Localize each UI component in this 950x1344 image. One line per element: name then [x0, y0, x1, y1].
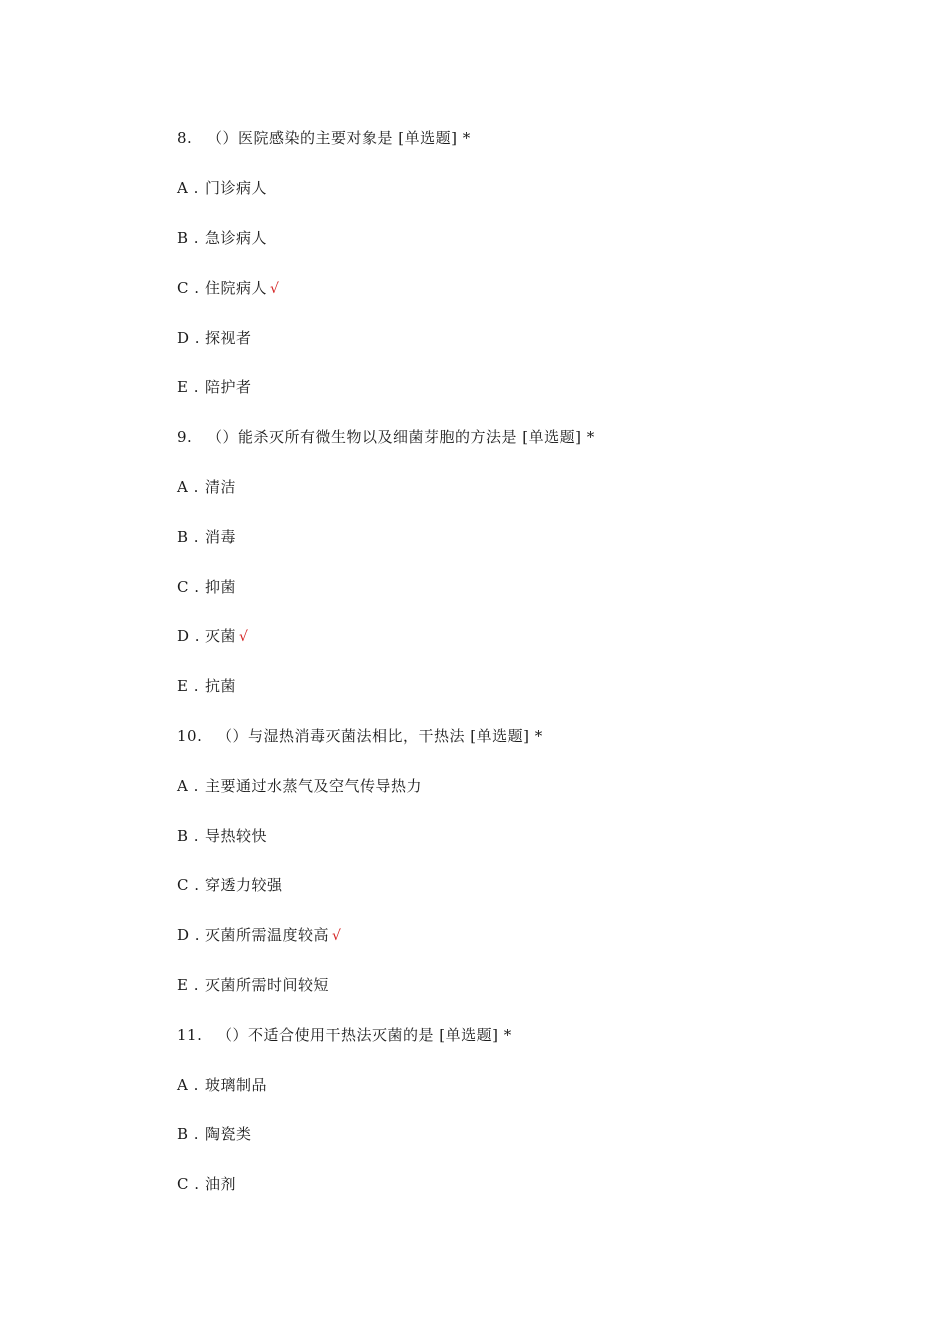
- option-9-b[interactable]: [177, 525, 236, 549]
- option-9-c[interactable]: [177, 575, 236, 599]
- option-text: 抗菌: [205, 677, 237, 695]
- option-letter: B .: [177, 1125, 200, 1143]
- option-10-d[interactable]: [177, 923, 341, 947]
- option-8-a[interactable]: [177, 176, 267, 200]
- option-text: 抑菌: [205, 578, 237, 596]
- question-11: [177, 1023, 512, 1047]
- option-letter: A .: [177, 179, 199, 197]
- option-11-b[interactable]: [177, 1122, 252, 1146]
- option-10-a[interactable]: [177, 774, 422, 798]
- option-8-e[interactable]: [177, 375, 252, 399]
- option-9-e[interactable]: [177, 674, 236, 698]
- question-number: 11.: [177, 1026, 203, 1044]
- correct-check-icon: √: [239, 629, 249, 645]
- option-11-a[interactable]: [177, 1073, 267, 1097]
- option-8-c[interactable]: [177, 276, 279, 300]
- option-letter: A .: [177, 777, 199, 795]
- option-10-c[interactable]: [177, 873, 283, 897]
- option-text: 急诊病人: [205, 229, 268, 247]
- option-letter: C .: [177, 578, 200, 596]
- option-letter: D .: [177, 329, 201, 347]
- question-number: 10.: [177, 727, 203, 745]
- option-text: 玻璃制品: [205, 1076, 268, 1094]
- option-text: 灭菌所需温度较高: [205, 926, 330, 944]
- option-letter: E .: [177, 378, 199, 396]
- question-9: [177, 425, 595, 449]
- option-letter: B .: [177, 229, 200, 247]
- option-10-b[interactable]: [177, 824, 267, 848]
- option-letter: B .: [177, 528, 200, 546]
- option-letter: E .: [177, 677, 199, 695]
- option-letter: E .: [177, 976, 199, 994]
- question-text: （）能杀灭所有微生物以及细菌芽胞的方法是 [单选题] *: [207, 428, 595, 446]
- option-text: 消毒: [205, 528, 237, 546]
- question-number: 8.: [177, 129, 193, 147]
- option-text: 探视者: [205, 329, 252, 347]
- option-letter: C .: [177, 279, 200, 297]
- option-11-c[interactable]: [177, 1172, 236, 1196]
- correct-check-icon: √: [332, 928, 342, 944]
- option-letter: D .: [177, 627, 201, 645]
- option-letter: C .: [177, 1175, 200, 1193]
- option-text: 灭菌所需时间较短: [205, 976, 330, 994]
- option-text: 清洁: [205, 478, 237, 496]
- option-9-a[interactable]: [177, 475, 236, 499]
- option-8-b[interactable]: [177, 226, 267, 250]
- option-text: 陪护者: [205, 378, 252, 396]
- option-text: 灭菌: [205, 627, 237, 645]
- option-letter: D .: [177, 926, 201, 944]
- option-text: 穿透力较强: [205, 876, 283, 894]
- option-text: 主要通过水蒸气及空气传导热力: [205, 777, 423, 795]
- question-8: [177, 126, 471, 150]
- option-10-e[interactable]: [177, 973, 329, 997]
- option-letter: A .: [177, 1076, 199, 1094]
- option-9-d[interactable]: [177, 624, 248, 648]
- option-text: 油剂: [205, 1175, 237, 1193]
- option-letter: A .: [177, 478, 199, 496]
- question-text: （）与湿热消毒灭菌法相比，干热法 [单选题] *: [217, 727, 543, 745]
- option-text: 门诊病人: [205, 179, 268, 197]
- option-text: 住院病人: [205, 279, 268, 297]
- option-text: 导热较快: [205, 827, 268, 845]
- correct-check-icon: √: [270, 281, 280, 297]
- option-letter: B .: [177, 827, 200, 845]
- question-text: （）不适合使用干热法灭菌的是 [单选题] *: [217, 1026, 512, 1044]
- option-text: 陶瓷类: [205, 1125, 252, 1143]
- option-letter: C .: [177, 876, 200, 894]
- option-8-d[interactable]: [177, 326, 252, 350]
- question-text: （）医院感染的主要对象是 [单选题] *: [207, 129, 471, 147]
- question-10: [177, 724, 543, 748]
- question-number: 9.: [177, 428, 193, 446]
